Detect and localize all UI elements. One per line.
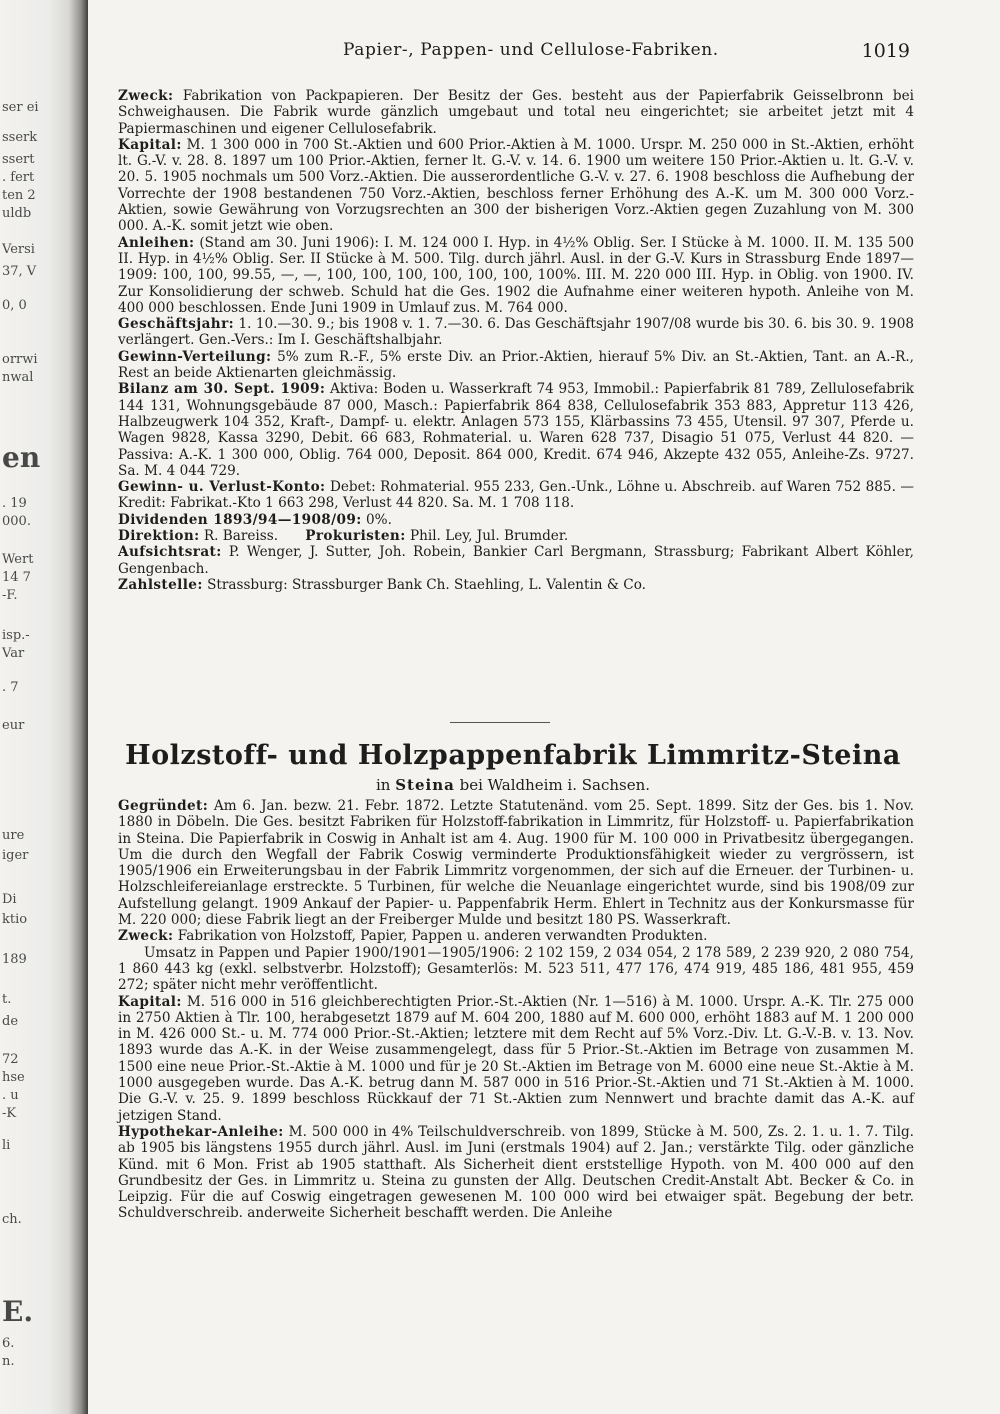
entry-label: Gegründet:: [118, 798, 209, 814]
gutter-text-fragment: 37, V: [2, 264, 37, 279]
entry-paragraph: [118, 928, 914, 944]
gutter-text-fragment: ch.: [2, 1212, 22, 1227]
gutter-text-fragment: Var: [2, 646, 25, 661]
gutter-text-fragment: hse: [2, 1070, 25, 1085]
gutter-text-fragment: . fert: [2, 170, 35, 185]
gutter-text-fragment: . 7: [2, 680, 19, 695]
entry-label: Anleihen:: [118, 234, 195, 251]
gutter-text-fragment: nwal: [2, 370, 34, 385]
entry-label: Zweck:: [118, 88, 174, 104]
location-town: Steina: [395, 776, 455, 794]
entry-paragraph: [118, 512, 914, 528]
section-holzstoff-entry: [118, 798, 914, 1222]
entry-text: Fabrikation von Packpapieren. Der Besitz der Ges. besteht aus der Papierfabrik Geisselbronn bei Schweighausen. Die Fabrik wurde gänzlich umgebaut und total neu eingerichtet; sie arbeitet jetzt mit 4 Papiermaschinen und eigener Cellulosefabrik.: [118, 88, 914, 137]
gutter-text-fragment: ure: [2, 828, 25, 843]
page-header: [88, 40, 1000, 70]
gutter-text-fragment: n.: [2, 1354, 15, 1369]
entry-label: Aufsichtsrat:: [118, 544, 222, 561]
entry-text: Fabrikation von Holzstoff, Papier, Pappen u. anderen verwandten Produkten.: [177, 928, 708, 945]
entry-label: Geschäftsjahr:: [118, 316, 235, 333]
entry-paragraph: [118, 381, 914, 479]
gutter-text-fragment: de: [2, 1014, 19, 1029]
entry-label: Bilanz am 30. Sept. 1909:: [118, 381, 326, 398]
gutter-text-fragment: Wert: [2, 552, 34, 567]
gutter-text-fragment: ktio: [2, 912, 28, 927]
gutter-text-fragment: Di: [2, 892, 17, 907]
gutter-text-fragment: ser ei: [2, 100, 39, 115]
entry-paragraph: [118, 528, 914, 544]
entry-text: 1. 10.—30. 9.; bis 1908 v. 1. 7.—30. 6. Das Geschäftsjahr 1907/08 wurde bis 30. 6. bis 30. 9. 1908 verlängert. Gen.-Vers.: Im I. Geschäftshalbjahr.: [118, 316, 915, 349]
entry-text: 0%.: [366, 511, 392, 528]
entry-label: Zahlstelle:: [118, 576, 203, 593]
company-location: [88, 776, 938, 794]
gutter-text-fragment: -K: [2, 1106, 17, 1121]
entry-text: M. 516 000 in 516 gleichberechtigten Prior.-St.-Aktien (Nr. 1—516) à M. 1000. Urspr. A.-K. Tlr. 275 000 in 2750 Aktien à Tlr. 100, herabgesetzt 1879 auf M. 604 200, 1880 auf M. 600 000, erhöht 1883 auf M. 1 200 000 in M. 426 000 St.- u. M. 774 000 Prior.-St.-Aktien; letztere mit dem Recht auf 5% Vorz.-Div. Lt. G.-V.-B. v. 13. Nov. 1893 wurde das A.-K. in der Weise zusammengelegt, dass für 5 Prior.-St.-Aktien im Betrage von zusammen M. 1500 eine neue Prior.-St.-Aktie à M. 1000 und für je 20 St.-Aktien im Betrage von M. 6000 eine neue St.-Aktie à M. 1000 ausgegeben wurde. Das A.-K. betrug dann M. 587 000 in 516 Prior.-St.-Aktien und 71 St.-Aktien à M. 1000. Die G.-V. v. 25. 9. 1899 beschloss Rückkauf der 71 St.-Aktien zum Nennwert und brachte damit das A.-K. auf jetzigen Stand.: [118, 993, 914, 1124]
gutter-text-fragment: sserk: [2, 130, 38, 145]
gutter-text-fragment: 72: [2, 1052, 19, 1067]
gutter-text-fragment: -F.: [2, 588, 18, 603]
gutter-text-fragment: isp.-: [2, 628, 30, 643]
page-number: 1019: [861, 40, 910, 62]
gutter-text-fragment: t.: [2, 992, 12, 1007]
entry-paragraph: [118, 137, 914, 235]
gutter-text-fragment: ten 2: [2, 188, 36, 203]
entry-text: Am 6. Jan. bezw. 21. Febr. 1872. Letzte Statutenänd. vom 25. Sept. 1899. Sitz der Ges. bis 1. Nov. 1880 in Döbeln. Die Ges. besitzt Fabriken für Holzstoff-fabrikation in Limmritz, für Holzstoff- u. Papierfabrikation in Steina. Die Papierfabrik in Coswig in Anhalt ist am 4. Aug. 1900 für M. 100 000 in Privatbesitz übergegangen. Um die durch den Wegfall der Fabrik Coswig verminderte Produktionsfähigkeit wieder zu vergrössern, ist 1905/1906 ein Erweiterungsbau in der Fabrik Limmritz vorgenommen, der sich auf die Erneuer. der Turbinen- u. Holzschleifereianlage erstreckte. 5 Turbinen, für welche die Neuanlage eingerichtet wurde, sind bis 1908/09 zur Aufstellung gelangt. 1909 Ankauf der Papier- u. Pappenfabrik Herm. Ehlert in Technitz aus der Konkursmasse für M. 220 000; diese Fabrik liegt an der Freiberger Mulde und besitzt 180 PS. Wasserkraft.: [118, 798, 914, 929]
entry-label: Kapital:: [118, 136, 182, 153]
gutter-text-fragment: 189: [2, 952, 27, 967]
entry-label: Zweck:: [118, 928, 174, 945]
gutter-text-fragment: eur: [2, 718, 25, 733]
location-suffix: bei Waldheim i. Sachsen.: [459, 776, 651, 794]
entry-paragraph: [118, 88, 914, 137]
entry-text: M. 1 300 000 in 700 St.-Aktien und 600 Prior.-Aktien à M. 1000. Urspr. M. 250 000 in St.-Aktien, erhöht lt. G.-V. v. 28. 8. 1897 um 100 Prior.-Aktien, ferner lt. G.-V. v. 14. 6. 1900 um weitere 150 Prior.-Aktien u. lt. G.-V. v. 20. 5. 1905 nochmals um 500 Vorz.-Aktien. Die ausserordentliche G.-V. v. 27. 6. 1908 beschloss die Aufhebung der Vorrechte der 1908 bestandenen 750 Vorz.-Aktien, beschloss ferner Erhöhung des A.-K. um M. 300 000 Vorz.-Aktien, sowie Gewährung von Vorzugsrechten an 300 der bisherigen Vorz.-Aktien gegen Zuzahlung von M. 300 000. A.-K. somit jetzt wie oben.: [118, 136, 915, 235]
entry-paragraph: [118, 798, 914, 928]
entry-text: Umsatz in Pappen und Papier 1900/1901—1905/1906: 2 102 159, 2 034 054, 2 178 589, 2 239 920, 2 080 754, 1 860 443 kg (exkl. selbstverbr. Holzstoff); Gesamterlös: M. 523 511, 477 176, 474 919, 485 186, 481 955, 459 272; später nicht mehr veröffentlicht.: [118, 944, 914, 994]
entry-text: Phil. Ley, Jul. Brumder.: [409, 528, 569, 545]
entry-paragraph: [118, 349, 914, 382]
gutter-text-fragment: 000.: [2, 514, 31, 529]
entry-text: Debet: Rohmaterial. 955 233, Gen.-Unk., Löhne u. Abschreib. auf Waren 752 885. — Kredit: Fabrikat.-Kto 1 663 298, Verlust 44 820. Sa. M. 1 708 118.: [118, 479, 914, 512]
gutter-text-fragment: 14 7: [2, 570, 31, 585]
gutter-text-fragment: 6.: [2, 1336, 15, 1351]
page: [88, 0, 1000, 1414]
gutter-text-fragment: . u: [2, 1088, 19, 1103]
gutter-text-fragment: 0, 0: [2, 298, 27, 313]
entry-label: Gewinn-Verteilung:: [118, 348, 272, 365]
entry-label: Prokuristen:: [305, 528, 406, 545]
entry-paragraph: [118, 577, 914, 593]
entry-label: Gewinn- u. Verlust-Konto:: [118, 479, 326, 496]
gutter-text-fragment: ssert: [2, 152, 35, 167]
entry-paragraph: [118, 235, 914, 316]
gutter-text-fragment: iger: [2, 848, 29, 863]
gutter-text-fragment: Versi: [2, 242, 35, 257]
entry-text: Strassburg: Strassburger Bank Ch. Staehling, L. Valentin & Co.: [207, 576, 646, 593]
entry-text: 5% zum R.-F., 5% erste Div. an Prior.-Aktien, hierauf 5% Div. an St.-Aktien, Tant. an A.-R., Rest an beide Aktienarten gleichmässig.: [118, 348, 914, 382]
entry-paragraph: [118, 1124, 914, 1222]
location-prefix: in: [375, 776, 391, 794]
gutter-text-fragment: en: [2, 441, 41, 474]
gutter-text-fragment: orrwi: [2, 352, 38, 367]
running-head: Papier-, Pappen- und Cellulose-Fabriken.: [343, 40, 719, 60]
entry-label: Hypothekar-Anleihe:: [118, 1123, 284, 1140]
entry-text: P. Wenger, J. Sutter, Joh. Robein, Bankier Carl Bergmann, Strassburg; Fabrikant Albert Köhler, Gengenbach.: [118, 544, 915, 577]
previous-page-gutter: [0, 0, 88, 1414]
entry-paragraph: [118, 316, 914, 349]
entry-paragraph: [118, 479, 914, 512]
gutter-text-fragment: uldb: [2, 206, 32, 221]
company-title: Holzstoff- und Holzpappenfabrik Limmritz-Steina: [125, 740, 901, 771]
entry-paragraph: [118, 945, 914, 994]
section-paper-mill-entry: [118, 88, 914, 593]
entry-text: Aktiva: Boden u. Wasserkraft 74 953, Immobil.: Papierfabrik 81 789, Zellulosefabrik 144 131, Wohnungsgebäude 87 000, Masch.: Papierfabrik 864 838, Cellulosefabrik 353 883, Appretur 113 426, Halbzeugwerk 104 352, Kraft-, Dampf- u. elektr. Anlagen 573 155, Klärbassins 73 455, Utensil. 97 307, Pferde u. Wagen 9828, Kassa 3290, Debit. 66 683, Rohmaterial. u. Waren 628 737, Disagio 51 075, Verlust 44 820. — Passiva: A.-K. 1 300 000, Oblig. 764 000, Deposit. 864 000, Kredit. 674 946, Akzepte 432 055, Anleihe-Zs. 9727. Sa. M. 4 044 729.: [118, 381, 914, 479]
entry-label: Direktion:: [118, 528, 200, 545]
entry-text: M. 500 000 in 4% Teilschuldverschreib. von 1899, Stücke à M. 500, Zs. 2. 1. u. 1. 7. Tilg. ab 1905 bis längstens 1955 durch jährl. Ausl. im Juni (erstmals 1904) auf 2. Jan.; verstärkte Tilg. oder gänzliche Künd. mit 6 Mon. Frist ab 1905 statthaft. Als Sicherheit dient erststellige Hypoth. von M. 400 000 auf den Grundbesitz der Ges. in Limmritz u. Steina zu gunsten der Allg. Deutschen Credit-Anstalt Abt. Becker & Co. in Leipzig. Für die auf Coswig eingetragen gewesenen M. 100 000 wird bei etwaiger spät. Begebung der betr. Schuldverschreib. anderweite Sicherheit beschafft werden. Die Anleihe: [118, 1123, 914, 1222]
entry-label: Dividenden 1893/94—1908/09:: [118, 511, 362, 528]
gutter-text-fragment: . 19: [2, 496, 27, 511]
entry-text: R. Bareiss.: [203, 528, 279, 545]
entry-paragraph: [118, 994, 914, 1124]
gutter-text-fragment: E.: [2, 1295, 34, 1328]
entry-label: Kapital:: [118, 993, 182, 1010]
gutter-text-fragment: li: [2, 1138, 11, 1153]
section-divider: [450, 722, 550, 723]
entry-text: (Stand am 30. Juni 1906): I. M. 124 000 I. Hyp. in 4½% Oblig. Ser. I Stücke à M. 1000. II. M. 135 500 II. Hyp. in 4½% Oblig. Ser. II Stücke à M. 500. Tilg. durch jährl. Ausl. in der G.-V. Kurs in Strassburg Ende 1897—1909: 100, 100, 99.55, —, —, 100, 100, 100, 100, 100, 100, 100%. III. M. 220 000 III. Hyp. in Oblig. von 1900. IV. Zur Konsolidierung der schweb. Schuld hat die Ges. 1902 die Aufnahme einer weiteren hypoth. Anleihe von M. 400 000 beschlossen. Ende Juni 1909 in Umlauf zus. M. 764 000.: [118, 234, 914, 316]
entry-paragraph: [118, 544, 914, 577]
